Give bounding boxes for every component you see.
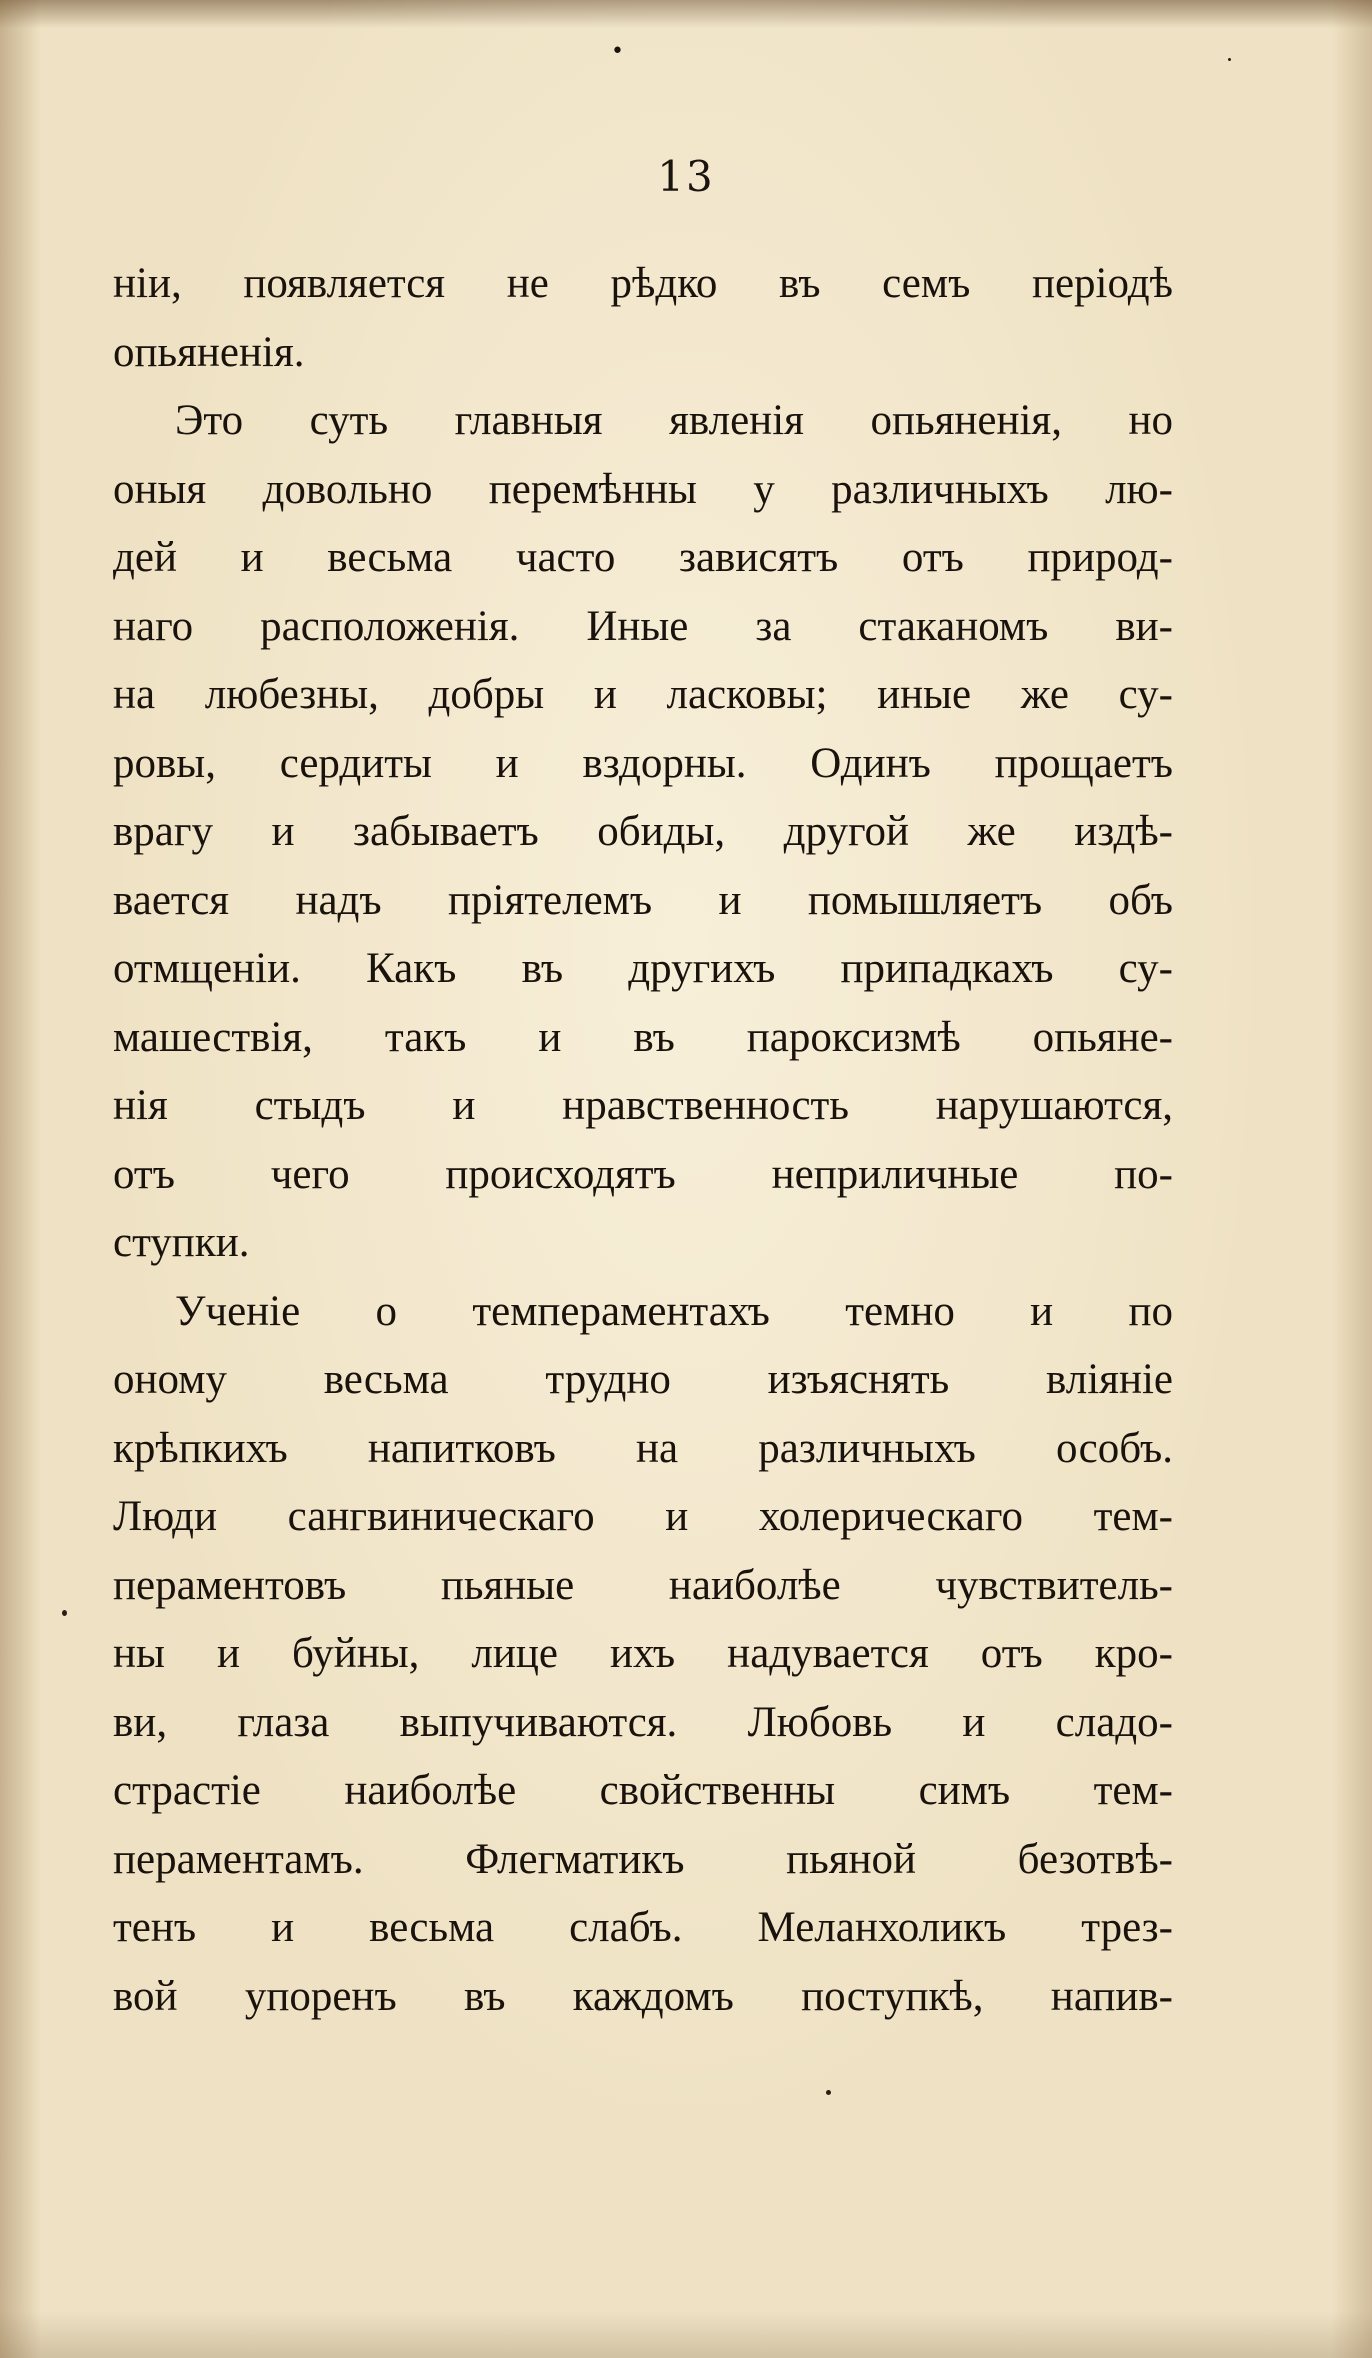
text-line: отмщенiи. Какъ въ другихъ припадкахъ су- <box>113 945 1173 992</box>
text-line: ви, глаза выпучиваются. Любовь и сладо- <box>113 1698 1173 1746</box>
text-line: нiи, появляется не рѣдко въ семъ перiодѣ <box>113 260 1173 307</box>
text-line: ны и буйны, лице ихъ надувается отъ кро- <box>113 1630 1173 1677</box>
text-line: пераментамъ. Флегматикъ пьяной безотвѣ- <box>113 1835 1173 1883</box>
text-line: вой упоренъ въ каждомъ поступкѣ, напив- <box>113 1972 1173 2020</box>
body-text <box>113 250 1173 2031</box>
text-line: вается надъ прiятелемъ и помышляетъ объ <box>113 876 1173 924</box>
text-line: пераментовъ пьяные наиболѣе чувствитель- <box>113 1561 1173 1609</box>
top-ink-mark: • <box>611 39 624 64</box>
paper-speck <box>1228 58 1231 61</box>
text-line: тенъ и весьма слабъ. Меланхоликъ трез- <box>113 1904 1173 1951</box>
text-line: крѣпкихъ напитковъ на различныхъ особъ. <box>113 1424 1173 1472</box>
text-line: нiя стыдъ и нравственность нарушаются, <box>113 1082 1173 1129</box>
text-line: Это суть главныя явленiя опьяненiя, но <box>175 397 1173 444</box>
text-line: отъ чего происходятъ неприличные по- <box>113 1150 1173 1198</box>
paper-speck <box>826 2090 831 2095</box>
paper-speck <box>62 1610 67 1616</box>
text-line: машествiя, такъ и въ пароксизмѣ опьяне- <box>113 1013 1173 1061</box>
text-line: дей и весьма часто зависятъ отъ природ- <box>113 534 1173 581</box>
text-line: ступки. <box>113 1219 250 1266</box>
text-line: оныя довольно перемѣнны у различныхъ лю- <box>113 465 1173 513</box>
text-line: Люди сангвиническаго и холерическаго тем- <box>113 1493 1173 1540</box>
text-line: ровы, сердиты и вздорны. Одинъ прощаетъ <box>113 739 1173 787</box>
page-number: 13 <box>657 152 715 201</box>
text-line: оному весьма трудно изъяснять влiянiе <box>113 1356 1173 1403</box>
text-line: Ученiе о темпераментахъ темно и по <box>175 1287 1173 1335</box>
text-line: наго расположенiя. Иные за стаканомъ ви- <box>113 602 1173 650</box>
text-line: врагу и забываетъ обиды, другой же издѣ- <box>113 808 1173 855</box>
text-line: на любезны, добры и ласковы; иные же су- <box>113 671 1173 718</box>
text-line: страстiе наиболѣе свойственны симъ тем- <box>113 1767 1173 1814</box>
text-line: опьяненiя. <box>113 328 305 376</box>
